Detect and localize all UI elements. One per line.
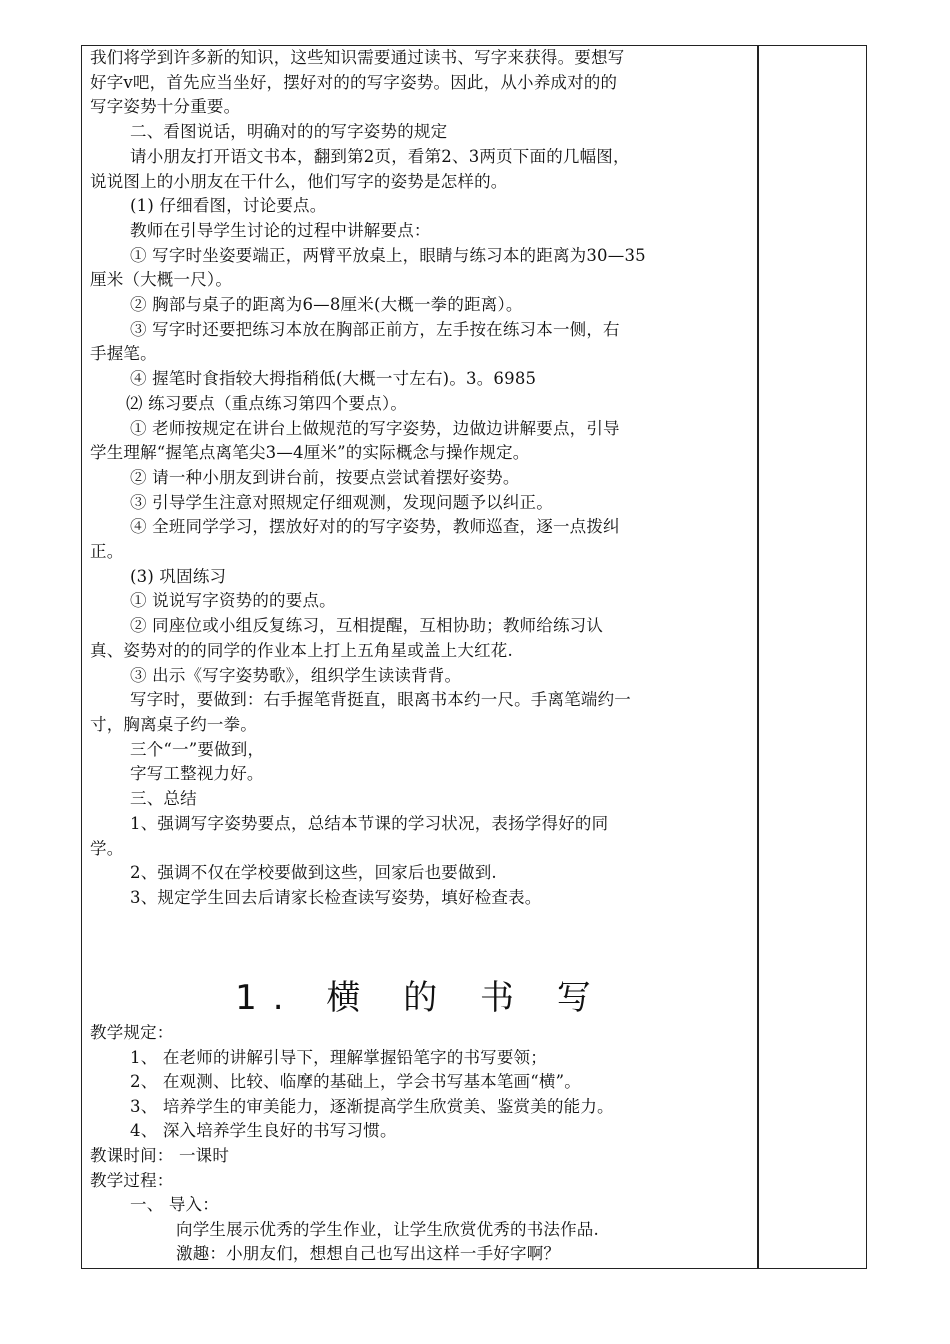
lesson-body-part2	[90, 1021, 752, 1267]
text-line: 请小朋友打开语文书本，翻到第2页，看第2、3两页下面的几幅图，	[130, 146, 630, 166]
text-line: 学。	[90, 838, 124, 858]
text-line: 教学过程：	[90, 1170, 174, 1190]
text-line: 写字时，要做到：右手握笔背挺直，眼离书本约一尺。手离笔端约一	[130, 690, 631, 710]
text-line: 手握笔。	[90, 344, 157, 364]
text-line: 1、 在老师的讲解引导下，理解掌握铅笔字的书写要领；	[130, 1047, 547, 1067]
text-line: 厘米（大概一尺）。	[90, 270, 233, 290]
text-line: ② 胸部与桌子的距离为6—8厘米(大概一拳的距离）。	[130, 295, 523, 315]
text-line: 4、 深入培养学生良好的书写习惯。	[130, 1121, 397, 1141]
text-line: 寸，胸离桌子约一拳。	[90, 714, 257, 734]
text-line: 字写工整视力好。	[130, 764, 264, 784]
text-line: ① 老师按规定在讲台上做规范的写字姿势，边做边讲解要点，引导	[130, 418, 620, 438]
text-line: 学生理解“握笔点离笔尖3—4厘米”的实际概念与操作规定。	[90, 443, 530, 463]
text-line: ③ 写字时还要把练习本放在胸部正前方，左手按在练习本一侧，右	[130, 319, 620, 339]
text-line: 3、 培养学生的审美能力，逐渐提高学生欣赏美、鉴赏美的能力。	[130, 1096, 614, 1116]
text-line: 说说图上的小朋友在干什么，他们写字的姿势是怎样的。	[90, 171, 508, 191]
text-line: ③ 出示《写字姿势歌》，组织学生读读背背。	[130, 665, 462, 685]
text-line: 向学生展示优秀的学生作业，让学生欣赏优秀的书法作品.	[176, 1219, 599, 1239]
text-line: ③ 引导学生注意对照规定仔细观测，发现问题予以纠正。	[130, 492, 553, 512]
text-line: ① 写字时坐姿要端正，两臂平放桌上，眼睛与练习本的距离为30—35	[130, 245, 646, 265]
text-line: 教师在引导学生讨论的过程中讲解要点：	[130, 220, 431, 240]
text-line: ④ 全班同学学习，摆放好对的的写字姿势，教师巡查，逐一点拨纠	[130, 517, 620, 537]
text-line: ⑵ 练习要点（重点练习第四个要点）。	[126, 393, 408, 413]
text-line: 三个“一”要做到，	[130, 739, 265, 759]
text-line: 3、规定学生回去后请家长检查读写姿势，填好检查表。	[130, 887, 542, 907]
text-line: 正。	[90, 542, 124, 562]
text-line: 1、强调写字姿势要点，总结本节课的学习状况，表扬学得好的同	[130, 813, 609, 833]
lesson-body-part1	[90, 46, 752, 911]
text-line: 好字v吧，首先应当坐好，摆好对的的写字姿势。因此，从小养成对的的	[90, 72, 618, 92]
text-line: 二、看图说话，明确对的的写字姿势的规定	[130, 122, 448, 142]
text-line: 真、姿势对的的同学的作业本上打上五角星或盖上大红花.	[90, 640, 513, 660]
text-line: 教学规定：	[90, 1023, 174, 1042]
text-line: 写字姿势十分重要。	[90, 97, 241, 117]
text-line: 2、 在观测、比较、临摩的基础上，学会书写基本笔画“横”。	[130, 1072, 581, 1092]
text-line: 教课时间： 一课时	[90, 1145, 230, 1165]
text-line: (1) 仔细看图，讨论要点。	[130, 196, 327, 216]
text-line: (3) 巩固练习	[130, 566, 227, 586]
text-line: ① 说说写字资势的的要点。	[130, 591, 336, 611]
table-column-divider	[757, 45, 759, 1269]
lesson-title: 1. 横 的 书 写	[235, 978, 607, 1018]
text-line: 激趣：小朋友们，想想自己也写出这样一手好字啊？	[176, 1244, 561, 1264]
text-line: 2、强调不仅在学校要做到这些，回家后也要做到.	[130, 863, 497, 883]
text-line: 我们将学到许多新的知识，这些知识需要通过读书、写字来获得。要想写	[90, 48, 625, 67]
text-line: 三、总结	[130, 789, 197, 809]
text-line: ② 请一种小朋友到讲台前，按要点尝试着摆好姿势。	[130, 467, 520, 487]
text-line: ② 同座位或小组反复练习，互相提醒，互相协助；教师给练习认	[130, 616, 604, 636]
text-line: 一、 导入：	[130, 1195, 219, 1215]
text-line: ④ 握笔时食指较大拇指稍低(大概一寸左右)。3。6985	[130, 369, 537, 389]
